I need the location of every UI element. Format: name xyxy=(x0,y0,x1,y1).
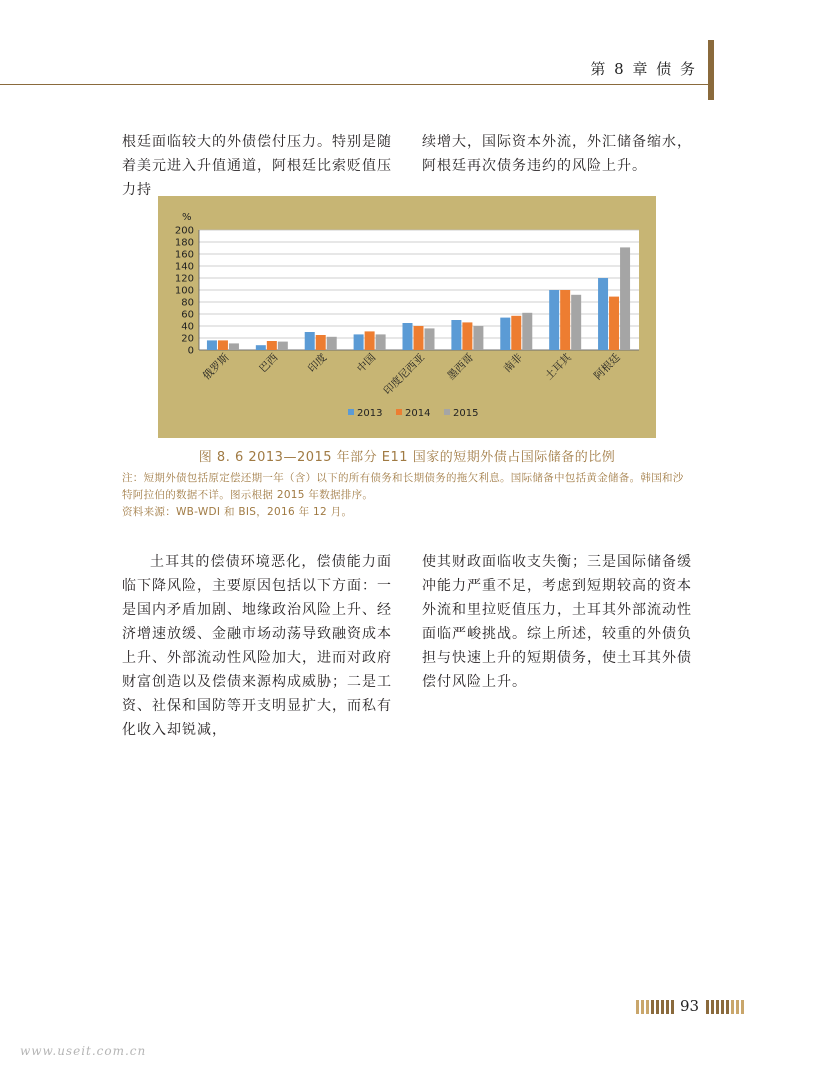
figure-source: 资料来源：WB-WDI 和 BIS，2016 年 12 月。 xyxy=(122,506,353,518)
bar-2013 xyxy=(549,290,559,350)
bar-2013 xyxy=(403,323,413,350)
y-tick-label: 60 xyxy=(181,309,194,321)
bar-2014 xyxy=(218,340,228,350)
bar-2014 xyxy=(267,341,277,350)
chart-container xyxy=(158,196,656,438)
bar-2015 xyxy=(376,334,386,350)
bar-2014 xyxy=(365,331,375,350)
figure-note: 注：短期外债包括原定偿还期一年（含）以下的所有债务和长期债务的拖欠利息。国际储备中包括黄金储备。韩国和沙特阿拉伯的数据不详。图示根据 2015 年数据排序。 xyxy=(122,472,684,501)
bar-2014 xyxy=(511,316,521,350)
legend-swatch xyxy=(396,409,402,415)
page-number: 93 xyxy=(680,997,700,1015)
bar-2014 xyxy=(609,297,619,350)
paragraph: 使其财政面临收支失衡；三是国际储备缓冲能力严重不足，考虑到短期较高的资本外流和里拉贬值压力，土耳其外部流动性面临严峻挑战。综上所述，较重的外债负担与快速上升的短期债务，使土耳其外债偿付风险上升。 xyxy=(422,554,692,690)
bar-2015 xyxy=(327,337,337,350)
bar-2015 xyxy=(522,313,532,350)
body-text-top-left xyxy=(122,130,392,202)
bar-2013 xyxy=(500,318,510,350)
figure-caption: 图 8. 6 2013—2015 年部分 E11 国家的短期外债占国际储备的比例 xyxy=(198,450,616,465)
bar-2013 xyxy=(256,345,266,350)
bar-2015 xyxy=(571,295,581,350)
x-tick-label: 土耳其 xyxy=(543,351,574,383)
bar-2015 xyxy=(473,326,483,350)
bar-2014 xyxy=(316,335,326,350)
bar-2014 xyxy=(560,290,570,350)
footer-decoration-left xyxy=(636,1000,674,1014)
body-text-bottom-left xyxy=(122,550,392,742)
x-tick-label: 中国 xyxy=(354,351,379,375)
y-tick-label: 140 xyxy=(174,261,194,273)
bar-2015 xyxy=(425,328,435,350)
x-tick-label: 南非 xyxy=(501,351,525,375)
body-text-top-right xyxy=(422,130,692,178)
y-tick-label: 0 xyxy=(187,345,194,357)
paragraph: 土耳其的偿债环境恶化，偿债能力面临下降风险，主要原因包括以下方面：一是国内矛盾加剧、地缘政治风险上升、经济增速放缓、金融市场动荡导致融资成本上升、外部流动性风险加大，进而对政府财富创造以及偿债来源构成威胁；二是工资、社保和国防等开支明显扩大，而私有化收入却锐减， xyxy=(122,554,392,738)
y-tick-label: 100 xyxy=(174,285,194,297)
header-accent-bar xyxy=(708,40,714,100)
y-tick-label: 160 xyxy=(174,249,194,261)
bar-2013 xyxy=(354,334,364,350)
y-unit-label: % xyxy=(182,212,192,223)
y-tick-label: 180 xyxy=(174,237,194,249)
paragraph: 续增大，国际资本外流，外汇储备缩水，阿根廷再次债务违约的风险上升。 xyxy=(422,134,692,174)
bar-2013 xyxy=(305,332,315,350)
x-tick-label: 印度尼西亚 xyxy=(381,351,428,398)
bar-2014 xyxy=(462,322,472,350)
y-tick-label: 80 xyxy=(181,297,194,309)
paragraph: 根廷面临较大的外债偿付压力。特别是随着美元进入升值通道，阿根廷比索贬值压力持 xyxy=(122,134,392,198)
bar-2014 xyxy=(414,326,424,350)
legend-swatch xyxy=(348,409,354,415)
bar-2015 xyxy=(229,343,239,350)
y-tick-label: 40 xyxy=(181,321,194,333)
watermark: www.useit.com.cn xyxy=(20,1044,147,1058)
bar-chart xyxy=(158,196,656,438)
y-tick-label: 20 xyxy=(181,333,194,345)
header-rule xyxy=(0,84,708,85)
x-tick-label: 巴西 xyxy=(257,351,281,375)
x-tick-label: 印度 xyxy=(306,351,330,375)
legend-label: 2015 xyxy=(453,408,479,419)
footer-decoration-right xyxy=(706,1000,744,1014)
legend-label: 2013 xyxy=(357,408,383,419)
x-tick-label: 墨西哥 xyxy=(445,351,477,383)
body-text-bottom-right xyxy=(422,550,692,694)
legend-swatch xyxy=(444,409,450,415)
x-tick-label: 俄罗斯 xyxy=(200,351,232,383)
figure-notes xyxy=(122,470,694,521)
y-tick-label: 200 xyxy=(174,225,194,237)
x-tick-label: 阿根廷 xyxy=(591,351,623,383)
legend-label: 2014 xyxy=(405,408,431,419)
chapter-header: 第 8 章 债 务 xyxy=(590,60,697,78)
bar-2015 xyxy=(278,342,288,350)
bar-2013 xyxy=(207,340,217,350)
bar-2013 xyxy=(598,278,608,350)
y-tick-label: 120 xyxy=(174,273,194,285)
bar-2015 xyxy=(620,247,630,350)
bar-2013 xyxy=(451,320,461,350)
